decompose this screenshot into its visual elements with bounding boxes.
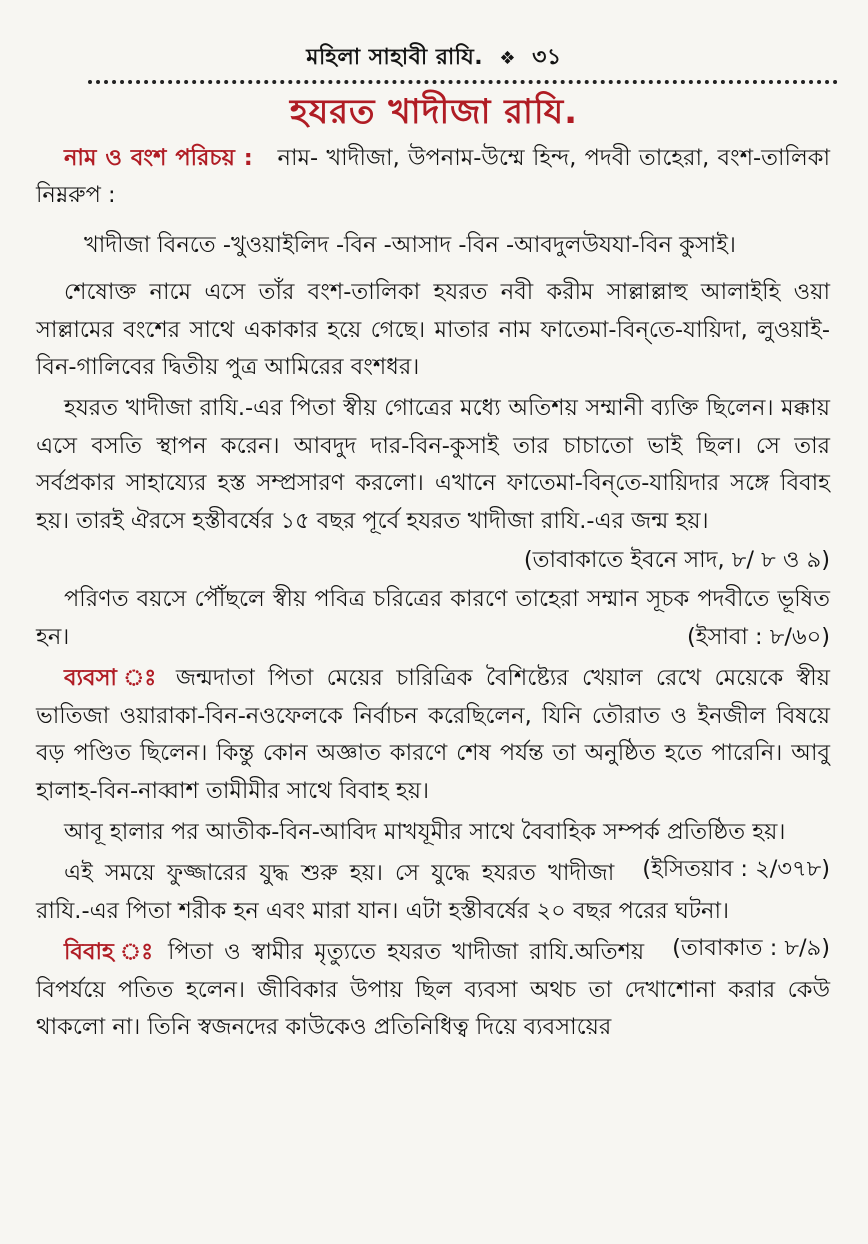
citation-tabaqat-ibn-sad: (তাবাকাতে ইবনে সাদ, ৮/ ৮ ও ৯) xyxy=(523,547,830,574)
fijar-war-text: এই সময়ে ফুজ্জারের যুদ্ধ শুরু হয়। সে যুদ্ধে হযরত খাদীজা রাযি.-এর পিতা শরীক হন এবং মারা যান। এটা হস্তীবর্ষের ২০ বছর পরের ঘটনা। xyxy=(36,860,730,924)
second-marriage-paragraph xyxy=(36,814,830,883)
lineage-paragraph: খাদীজা বিনতে -খুওয়াইলিদ -বিন -আসাদ -বিন -আবদুলউযযা-বিন কুসাই। xyxy=(84,231,736,258)
business-paragraph xyxy=(36,660,830,810)
citation-istiab: (ইসিতয়াব : ২/৩৭৮) xyxy=(642,856,830,883)
book-title: মহিলা সাহাবী রাযি. xyxy=(306,45,484,70)
marriage-heading: বিবাহ ঃ xyxy=(64,939,157,966)
ancestry-paragraph: শেষোক্ত নামে এসে তাঁর বংশ-তালিকা হযরত নবী করীম সাল্লাল্লাহু আলাইহি ওয়া সাল্লামের বংশের সাথে একাকার হয়ে গেছে। মাতার নাম ফাতেমা-বিন্‌তে-যায়িদা, লুওয়াই-বিন-গালিবের দ্বিতীয় পুত্র আমিরের বংশধর। xyxy=(36,279,830,381)
title-paragraph xyxy=(36,581,830,656)
chapter-title: হযরত খাদীজা রাযি. xyxy=(289,92,579,132)
business-heading: ব্যবসা ঃ xyxy=(64,665,163,692)
header-divider xyxy=(88,80,838,84)
title-paragraph-text: পরিণত বয়সে পৌঁছলে স্বীয় পবিত্র চরিত্রের কারণে তাহেরা সম্মান সূচক পদবীতে ভূষিত হন। xyxy=(36,586,830,650)
citation-isaba: (ইসাবা : ৮/৬০) xyxy=(686,623,830,650)
marriage-text: পিতা ও স্বামীর মৃত্যুতে হযরত খাদীজা রাযি.অতিশয় বিপর্যয়ে পতিত হলেন। জীবিকার উপায় ছিল ব্যবসা অথচ তা দেখাশোনা করার কেউ থাকলো না। তিনি স্বজনদের কাউকেও প্রতিনিধিত্ব দিয়ে ব্যবসায়ের xyxy=(36,939,830,1040)
separator-icon: ❖ xyxy=(499,48,516,69)
running-header xyxy=(0,40,868,77)
business-text: জন্মদাতা পিতা মেয়ের চারিত্রিক বৈশিষ্ট্যের খেয়াল রেখে মেয়েকে স্বীয় ভাতিজা ওয়ারাকা-বিন-নওফেলকে নির্বাচন করেছিলেন, যিনি তৌরাত ও ইনজীল বিষয়ে বড় পণ্ডিত ছিলেন। কিন্তু কোন অজ্ঞাত কারণে শেষ পর্যন্ত তা অনুষ্ঠিত হতে পারেনি। আবু হালাহ-বিন-নাব্বাশ তামীমীর সাথে বিবাহ হয়। xyxy=(36,665,830,804)
second-marriage-text: আবূ হালার পর আতীক-বিন-আবিদ মাখযূমীর সাথে বৈবাহিক সম্পর্ক প্রতিষ্ঠিত হয়। xyxy=(64,818,786,845)
body-text xyxy=(36,140,830,1050)
citation-tabaqat: (তাবাকাত : ৮/৯) xyxy=(672,935,830,962)
intro-text: নাম- খাদীজা, উপনাম-উম্মে হিন্দ, পদবী তাহেরা, বংশ-তালিকা নিম্নরুপ : xyxy=(36,145,831,209)
page-number: ৩১ xyxy=(532,45,562,70)
father-paragraph: হযরত খাদীজা রাযি.-এর পিতা স্বীয় গোত্রের মধ্যে অতিশয় সম্মানী ব্যক্তি ছিলেন। মক্কায় এসে বসতি স্থাপন করেন। আবদুদ দার-বিন-কুসাই তার চাচাতো ভাই ছিল। সে তার সর্বপ্রকার সাহায্যের হস্ত সম্প্রসারণ করলো। এখানে ফাতেমা-বিন্‌তে-যায়িদার সঙ্গে বিবাহ হয়। তারই ঐরসে হস্তীবর্ষের ১৫ বছর পূর্বে হযরত খাদীজা রাযি.-এর জন্ম হয়। xyxy=(36,395,830,534)
intro-paragraph xyxy=(36,140,830,215)
intro-heading: নাম ও বংশ পরিচয় : xyxy=(64,145,253,171)
